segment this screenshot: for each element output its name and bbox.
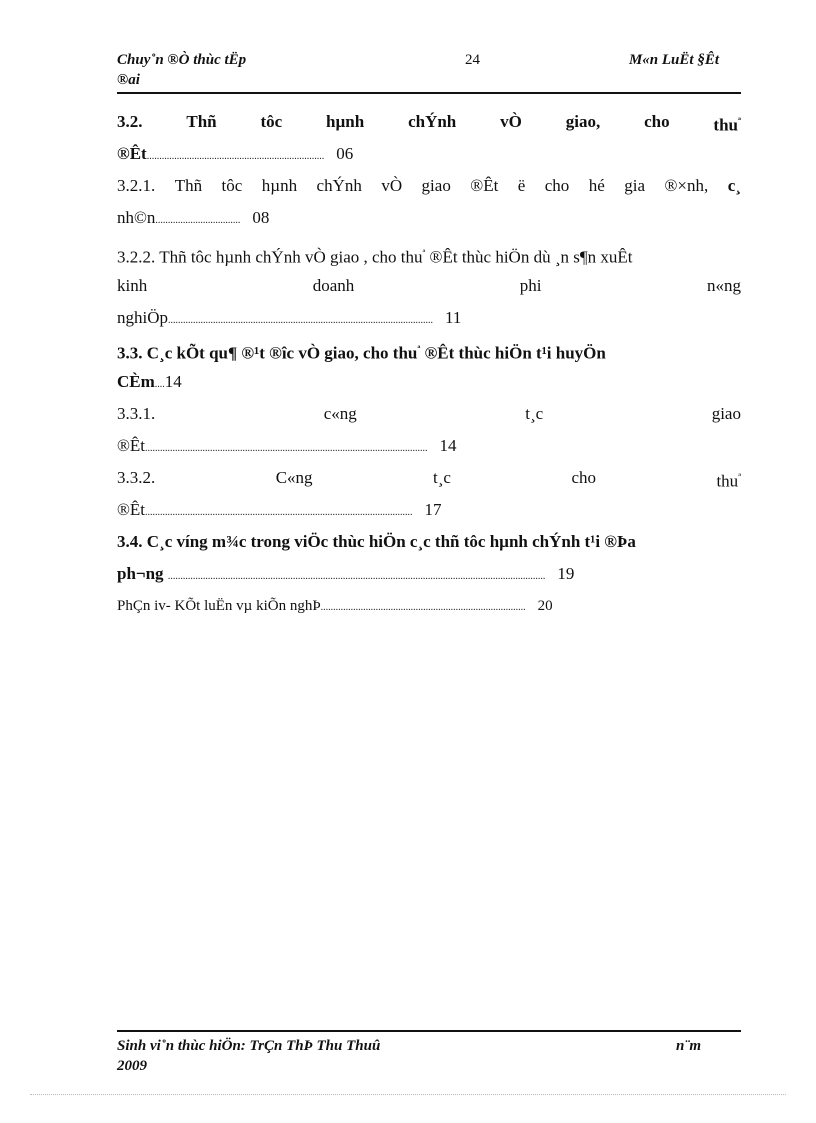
toc-word: Thñ — [186, 112, 217, 131]
toc-superscript: ª — [738, 116, 741, 127]
toc-word — [713, 106, 741, 138]
toc-word: tôc — [260, 112, 283, 131]
toc-word: ë — [517, 176, 526, 195]
toc-word: giao, — [565, 112, 601, 131]
toc-word: t¸c — [525, 404, 544, 423]
page-header — [117, 48, 741, 94]
toc-word: ®Êt — [470, 176, 499, 195]
toc-word: cho — [544, 176, 570, 195]
toc-leader-dots: .................................................................................. — [320, 602, 526, 613]
toc-entry-3-2-1-cont — [117, 202, 741, 234]
toc-leader-dots: ................................................................................................................. — [145, 443, 428, 454]
toc-text: PhÇn iv- KÕt luËn vµ kiÕn nghÞ — [117, 598, 321, 614]
toc-word: n«ng — [706, 276, 741, 295]
toc-word: ®Êt — [117, 500, 146, 519]
toc-word: cho — [644, 112, 670, 131]
toc-text: 3.4. C¸c víng m¾c trong viÖc thùc hiÖn c¸c thñ tôc hµnh chÝnh t¹i ®Þa — [117, 532, 636, 551]
toc-entry-3-3-cont — [117, 366, 741, 398]
table-of-contents — [117, 106, 741, 622]
toc-word: c«ng — [323, 404, 357, 423]
toc-entry-3-2-2-cont — [117, 302, 741, 334]
toc-word: kinh — [117, 276, 148, 295]
toc-word: c¸ — [727, 176, 741, 195]
toc-page-number: 14 — [439, 436, 457, 455]
toc-word: ®×nh, — [664, 176, 709, 195]
toc-entry-3-3-2-cont — [117, 494, 741, 526]
toc-word: tôc — [221, 176, 243, 195]
toc-word: phi — [519, 276, 542, 295]
toc-leader-dots: ....................................................................... — [146, 151, 325, 162]
footer-year-label: n¨m — [675, 1038, 701, 1054]
toc-word: Thñ — [174, 176, 203, 195]
toc-word: hé — [588, 176, 605, 195]
toc-page-number: 17 — [424, 500, 442, 519]
header-subject: M«n LuËt §Êt — [628, 52, 719, 68]
toc-entry-3-2-1 — [117, 170, 741, 202]
toc-word: t¸c — [433, 468, 451, 487]
toc-word: vÒ — [500, 112, 522, 131]
toc-word: CÈm — [117, 372, 155, 391]
toc-entry-3-3-1-cont — [117, 430, 741, 462]
toc-word: ph¬ng — [117, 564, 164, 583]
toc-word: 3.3.1. — [117, 404, 156, 423]
toc-word: cho — [571, 468, 596, 487]
toc-entry-3-3-1 — [117, 398, 741, 430]
toc-word: nghiÖp — [117, 308, 168, 327]
toc-word: chÝnh — [408, 112, 457, 131]
toc-word: ®Êt — [117, 144, 147, 163]
toc-text: ®Êt thùc hiÖn dù ¸n s¶n xuÊt — [425, 247, 633, 267]
toc-superscript: ª — [738, 472, 741, 483]
toc-word: hµnh — [261, 176, 298, 195]
toc-word-text: thu — [713, 115, 738, 135]
toc-superscript: ª — [422, 248, 426, 259]
toc-entry-part-4 — [117, 590, 741, 622]
footer-year: 2009 — [117, 1058, 147, 1074]
toc-entry-3-4-cont — [117, 558, 741, 590]
toc-leader-dots: .... — [154, 379, 165, 390]
toc-word: vÒ — [381, 176, 403, 195]
page-footer — [117, 1030, 741, 1076]
footer-author — [117, 1036, 741, 1076]
toc-leader-dots: .......................................................................................................... — [168, 315, 433, 326]
toc-page-number: 06 — [336, 144, 354, 163]
toc-page-number: 19 — [557, 564, 575, 583]
toc-entry-3-3-2 — [117, 462, 741, 494]
toc-entry-3-2-cont — [117, 138, 741, 170]
toc-entry-3-2-2 — [117, 238, 741, 270]
toc-word: chÝnh — [316, 176, 362, 195]
toc-entry-3-3 — [117, 334, 741, 366]
toc-superscript: ª — [417, 344, 421, 355]
toc-text: ®Êt thùc hiÖn t¹i huyÖn — [420, 343, 606, 363]
toc-entry-3-2-2-line2 — [117, 270, 741, 302]
toc-word: 3.2. — [117, 112, 143, 131]
header-title-line2: ®ai — [117, 72, 140, 88]
toc-word: giao — [421, 176, 451, 195]
toc-entry-3-4 — [117, 526, 741, 558]
toc-word: ®Êt — [117, 436, 146, 455]
toc-word: 3.3.2. — [117, 468, 156, 487]
header-title — [117, 50, 287, 90]
toc-leader-dots: ....................................................................................................................................................... — [167, 571, 546, 582]
header-page-number: 24 — [465, 52, 480, 68]
toc-word: nh©n — [117, 208, 156, 227]
toc-word: hµnh — [326, 112, 365, 131]
header-title-line1: Chuy˚n ®Ò thùc tËp — [117, 52, 247, 68]
toc-word: C«ng — [275, 468, 313, 487]
toc-entry-3-2 — [117, 106, 741, 138]
toc-word: doanh — [312, 276, 355, 295]
toc-word-text: thu — [716, 471, 739, 491]
page-bottom-border — [30, 1094, 786, 1095]
toc-word: gia — [624, 176, 646, 195]
toc-page-number: 11 — [445, 308, 462, 327]
toc-page-number: 08 — [252, 208, 270, 227]
toc-word: 3.2.1. — [117, 176, 156, 195]
toc-word: giao — [711, 404, 741, 423]
toc-word — [716, 462, 741, 494]
toc-leader-dots: .................................. — [155, 215, 241, 226]
toc-page-number: 20 — [537, 598, 553, 614]
toc-page-number: 14 — [164, 372, 182, 391]
toc-text: 3.2.2. Thñ tôc hµnh chÝnh vÒ giao , cho thu — [117, 247, 423, 267]
toc-text: 3.3. C¸c kÕt qu¶ ®¹t ®îc vÒ giao, cho thu — [117, 343, 418, 363]
toc-leader-dots: ........................................................................................................... — [145, 507, 413, 518]
footer-author-line1: Sinh vi˚n thùc hiÖn: TrÇn ThÞ Thu Thuû — [117, 1038, 381, 1054]
